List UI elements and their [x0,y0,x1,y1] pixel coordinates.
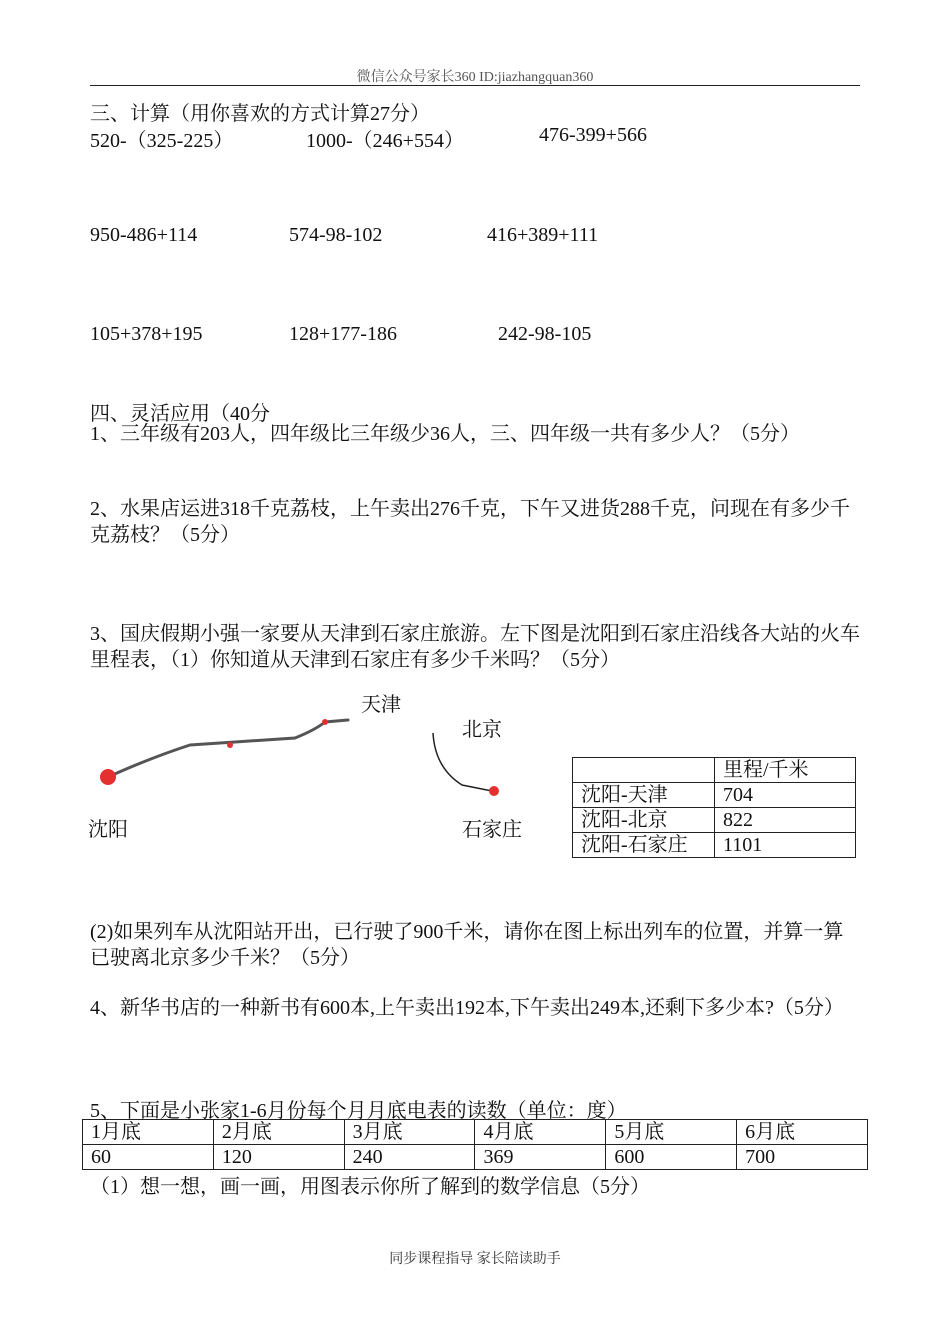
question-3-part-2: (2)如果列车从沈阳站开出，已行驶了900千米，请你在图上标出列车的位置，并算一算已驶离北京多少千米？（5分） [90,921,844,969]
label-shijiazhuang: 石家庄 [462,819,522,841]
table-cell: 1月底 [83,1120,214,1145]
section3-title: 三、计算（用你喜欢的方式计算27分） [90,103,430,125]
table-cell: 沈阳-北京 [573,808,715,833]
railway-map [90,690,520,840]
table-cell: 240 [344,1145,475,1170]
calc-problem: 1000-（246+554） [306,130,464,152]
table-cell: 600 [606,1145,737,1170]
shenyang-station-dot [100,769,116,785]
meter-table [82,1119,868,1170]
question-1: 1、三年级有203人，四年级比三年级少36人，三、四年级一共有多少人？（5分） [90,423,800,445]
table-cell: 里程/千米 [715,758,856,783]
table-cell: 1101 [715,833,856,858]
table-cell: 369 [475,1145,606,1170]
header-divider [90,85,860,86]
table-cell: 60 [83,1145,214,1170]
table-cell: 6月底 [737,1120,868,1145]
question-3: 3、国庆假期小强一家要从天津到石家庄旅游。左下图是沈阳到石家庄沿线各大站的火车里程表，（1）你知道从天津到石家庄有多少千米吗？（5分） [90,623,860,671]
table-cell: 沈阳-石家庄 [573,833,715,858]
section4-title: 四、灵活应用（40分 [90,403,270,425]
question-5: 5、下面是小张家1-6月份每个月月底电表的读数（单位：度） [90,1100,627,1122]
calc-problem: 105+378+195 [90,323,203,345]
table-cell: 700 [737,1145,868,1170]
table-row [573,833,856,858]
table-cell: 3月底 [344,1120,475,1145]
calc-problem: 476-399+566 [539,124,647,146]
table-cell: 120 [213,1145,344,1170]
table-row [573,758,856,783]
table-row [573,783,856,808]
table-cell: 沈阳-天津 [573,783,715,808]
calc-problem: 128+177-186 [289,323,397,345]
table-row [83,1145,868,1170]
table-cell: 822 [715,808,856,833]
distance-table [572,757,856,858]
midway-station-dot [227,742,233,748]
calc-problem: 574-98-102 [289,224,383,246]
label-tianjin: 天津 [361,694,401,716]
tianjin-station-dot [322,719,328,725]
table-row [573,808,856,833]
calc-problem: 950-486+114 [90,224,198,246]
table-cell: 5月底 [606,1120,737,1145]
question-5-part-1: （1）想一想，画一画，用图表示你所了解到的数学信息（5分） [90,1176,650,1198]
rail-line-shenyang-tianjin [108,720,348,777]
shijiazhuang-station-dot [489,786,499,796]
question-4: 4、新华书店的一种新书有600本,上午卖出192本,下午卖出249本,还剩下多少本?（5分） [90,997,844,1019]
table-cell: 2月底 [213,1120,344,1145]
table-cell [573,758,715,783]
table-cell: 704 [715,783,856,808]
table-cell: 4月底 [475,1120,606,1145]
page-footer: 同步课程指导 家长陪读助手 [389,1252,561,1267]
calc-problem: 242-98-105 [498,323,592,345]
label-shenyang: 沈阳 [88,819,128,841]
calc-problem: 520-（325-225） [90,130,234,152]
page-header: 微信公众号家长360 ID:jiazhangquan360 [356,70,594,85]
label-beijing: 北京 [462,719,502,741]
calc-problem: 416+389+111 [487,224,599,246]
table-row [83,1120,868,1145]
question-2: 2、水果店运进318千克荔枝，上午卖出276千克，下午又进货288千克，问现在有多少千克荔枝？（5分） [90,498,850,546]
